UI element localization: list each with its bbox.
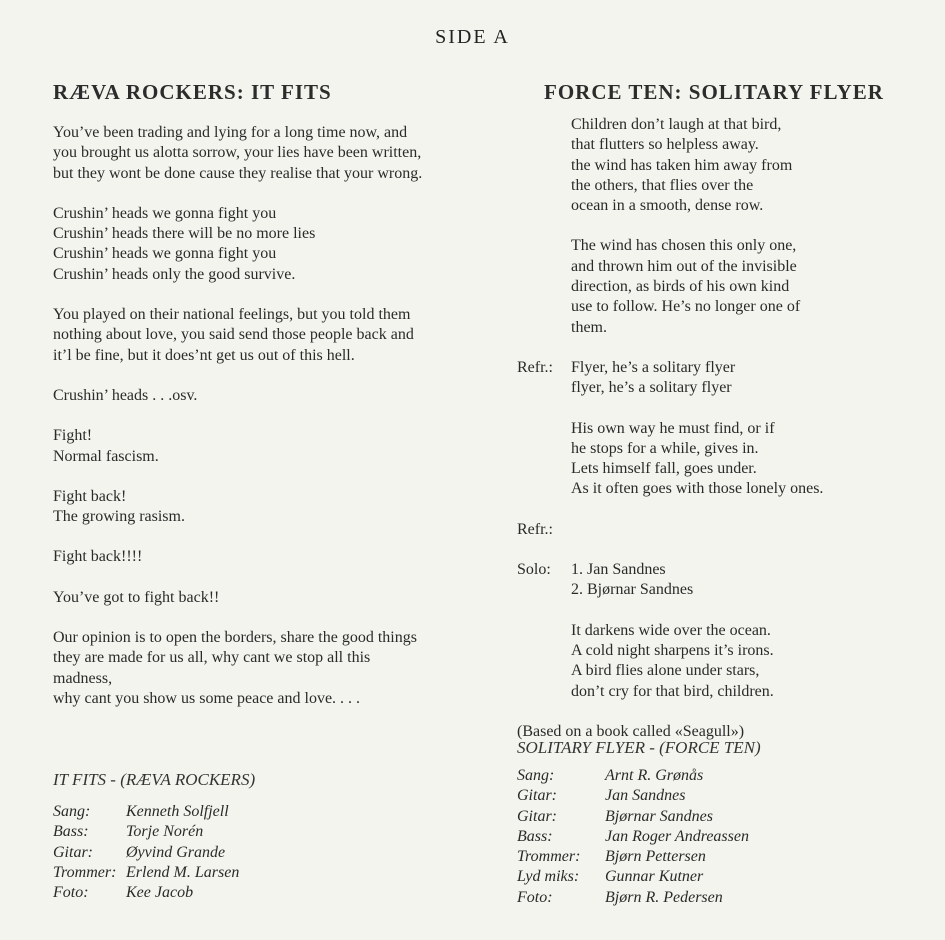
lyric-line: You’ve got to fight back!!: [53, 588, 220, 606]
verse-4: [517, 621, 937, 702]
lyric-line: nothing about love, you said send those people back and: [53, 326, 414, 344]
stanza: [53, 204, 493, 285]
lyric-line: use to follow. He’s no longer one of: [571, 298, 801, 316]
lyric-line: it’l be fine, but it does’nt get us out of this hell.: [53, 346, 355, 364]
credit-row: [517, 786, 937, 806]
left-lyrics: [53, 123, 493, 709]
refrain: [517, 358, 937, 399]
credit-name: Bjørn R. Pedersen: [605, 888, 723, 906]
right-credits-block: [517, 738, 937, 908]
credit-role: Lyd miks:: [517, 868, 580, 886]
lyric-line: ocean in a smooth, dense row.: [571, 197, 764, 215]
lyric-line: It darkens wide over the ocean.: [571, 621, 771, 639]
lyric-line: that flutters so helpless away.: [571, 136, 759, 154]
side-title: SIDE A: [435, 26, 510, 48]
lyric-line: Fight back!!!!: [53, 548, 143, 566]
lyric-line: The growing rasism.: [53, 508, 185, 526]
lyric-line: A bird flies alone under stars,: [571, 662, 760, 680]
lyric-line: he stops for a while, gives in.: [571, 439, 759, 457]
left-column: [53, 80, 493, 709]
lyric-line: Children don’t laugh at that bird,: [571, 116, 782, 133]
lyric-line: As it often goes with those lonely ones.: [571, 480, 824, 498]
solo-lines: [571, 560, 693, 601]
lyric-line: the wind has taken him away from: [571, 156, 793, 174]
lyric-line: Flyer, he’s a solitary flyer: [571, 358, 736, 376]
credit-role: Gitar:: [517, 807, 557, 825]
right-credits-title: SOLITARY FLYER - (FORCE TEN): [517, 738, 761, 757]
lyric-line: Fight back!: [53, 487, 127, 505]
credit-row: [53, 863, 493, 883]
lyric-line: His own way he must find, or if: [571, 419, 775, 437]
credit-name: Torje Norén: [126, 823, 204, 841]
lyric-line: don’t cry for that bird, children.: [571, 682, 774, 700]
credit-row: [53, 802, 493, 822]
solo-label: Solo:: [517, 561, 551, 579]
stanza: [53, 305, 493, 366]
credit-name: Jan Sandnes: [605, 787, 686, 805]
lyric-line: Crushin’ heads we gonna fight you: [53, 245, 277, 263]
right-lyrics: [517, 115, 937, 742]
credit-role: Sang:: [53, 803, 91, 820]
lyric-line: Crushin’ heads we gonna fight you: [53, 204, 277, 222]
lyric-line: 1. Jan Sandnes: [571, 561, 666, 579]
left-credits-block: [53, 770, 493, 903]
lyric-line: them.: [571, 318, 607, 336]
credit-name: Jan Roger Andreassen: [605, 827, 749, 845]
credit-role: Gitar:: [517, 787, 557, 805]
credit-row: [517, 827, 937, 847]
verse-2: [517, 236, 937, 337]
credit-role: Bass:: [53, 823, 89, 841]
lyric-line: 2. Bjørnar Sandnes: [571, 581, 694, 599]
credit-name: Gunnar Kutner: [605, 868, 704, 886]
credit-name: Kee Jacob: [126, 884, 194, 902]
credit-role: Foto:: [53, 884, 89, 902]
right-column: [517, 80, 937, 742]
credit-row: [517, 888, 937, 908]
lyric-line: and thrown him out of the invisible: [571, 257, 797, 275]
credit-name: Bjørnar Sandnes: [605, 807, 713, 825]
lyric-line: Fight!: [53, 427, 93, 445]
credit-row: [517, 807, 937, 827]
credit-row: [53, 822, 493, 842]
lyric-line: flyer, he’s a solitary flyer: [571, 379, 732, 397]
stanza: [53, 386, 493, 406]
credit-role: Sang:: [517, 767, 555, 784]
credit-name: Bjørn Pettersen: [605, 848, 706, 866]
stanza: [53, 426, 493, 467]
lyric-line: Crushin’ heads . . .osv.: [53, 386, 198, 404]
stanza: [53, 547, 493, 567]
credit-role: Trommer:: [517, 848, 581, 866]
credit-row: [517, 847, 937, 867]
lyric-line: the others, that flies over the: [571, 176, 754, 194]
stanza: [53, 628, 493, 709]
refrain-lines: [571, 358, 735, 399]
credit-role: Bass:: [517, 827, 553, 845]
stanza: [53, 487, 493, 528]
credit-name: Arnt R. Grønås: [605, 767, 704, 784]
stanza: [53, 123, 493, 184]
credit-name: Kenneth Solfjell: [126, 803, 229, 820]
lyric-line: Our opinion is to open the borders, share the good things: [53, 629, 417, 647]
book-note: (Based on a book called «Seagull»): [517, 722, 745, 740]
verse-1: [517, 115, 937, 216]
lyric-line: The wind has chosen this only one,: [571, 237, 797, 255]
credit-role: Foto:: [517, 888, 553, 906]
credit-name: Erlend M. Larsen: [126, 863, 240, 881]
lyric-line: why cant you show us some peace and love. . . .: [53, 689, 361, 707]
credit-row: [517, 766, 937, 786]
lyric-line: madness,: [53, 669, 113, 687]
refrain-2-label: Refr.:: [517, 520, 553, 538]
lyric-line: they are made for us all, why cant we stop all this: [53, 649, 371, 667]
lyric-line: direction, as birds of his own kind: [571, 278, 790, 296]
right-credits: [517, 766, 937, 908]
verse-3: [517, 419, 937, 500]
credit-row: [517, 867, 937, 887]
credit-role: Trommer:: [53, 863, 117, 881]
lyric-line: You’ve been trading and lying for a long time now, and: [53, 124, 408, 141]
solo: [517, 560, 937, 601]
left-credits: [53, 802, 493, 903]
left-credits-title: IT FITS - (RÆVA ROCKERS): [53, 770, 256, 789]
credit-row: [53, 883, 493, 903]
credit-name: Øyvind Grande: [126, 843, 226, 861]
lyric-line: you brought us alotta sorrow, your lies have been written,: [53, 144, 422, 162]
lyric-line: A cold night sharpens it’s irons.: [571, 641, 774, 659]
lyric-line: Crushin’ heads there will be no more lies: [53, 225, 316, 243]
credit-row: [53, 843, 493, 863]
lyric-line: Lets himself fall, goes under.: [571, 460, 757, 478]
lyric-line: but they wont be done cause they realise that your wrong.: [53, 164, 423, 182]
right-song-title: FORCE TEN: SOLITARY FLYER: [544, 80, 884, 104]
left-song-title: RÆVA ROCKERS: IT FITS: [53, 80, 332, 104]
refrain-label: Refr.:: [517, 358, 553, 376]
lyric-line: Normal fascism.: [53, 447, 159, 465]
credit-role: Gitar:: [53, 843, 93, 861]
lyric-line: You played on their national feelings, but you told them: [53, 306, 411, 324]
stanza: [53, 588, 493, 608]
lyric-line: Crushin’ heads only the good survive.: [53, 265, 296, 283]
